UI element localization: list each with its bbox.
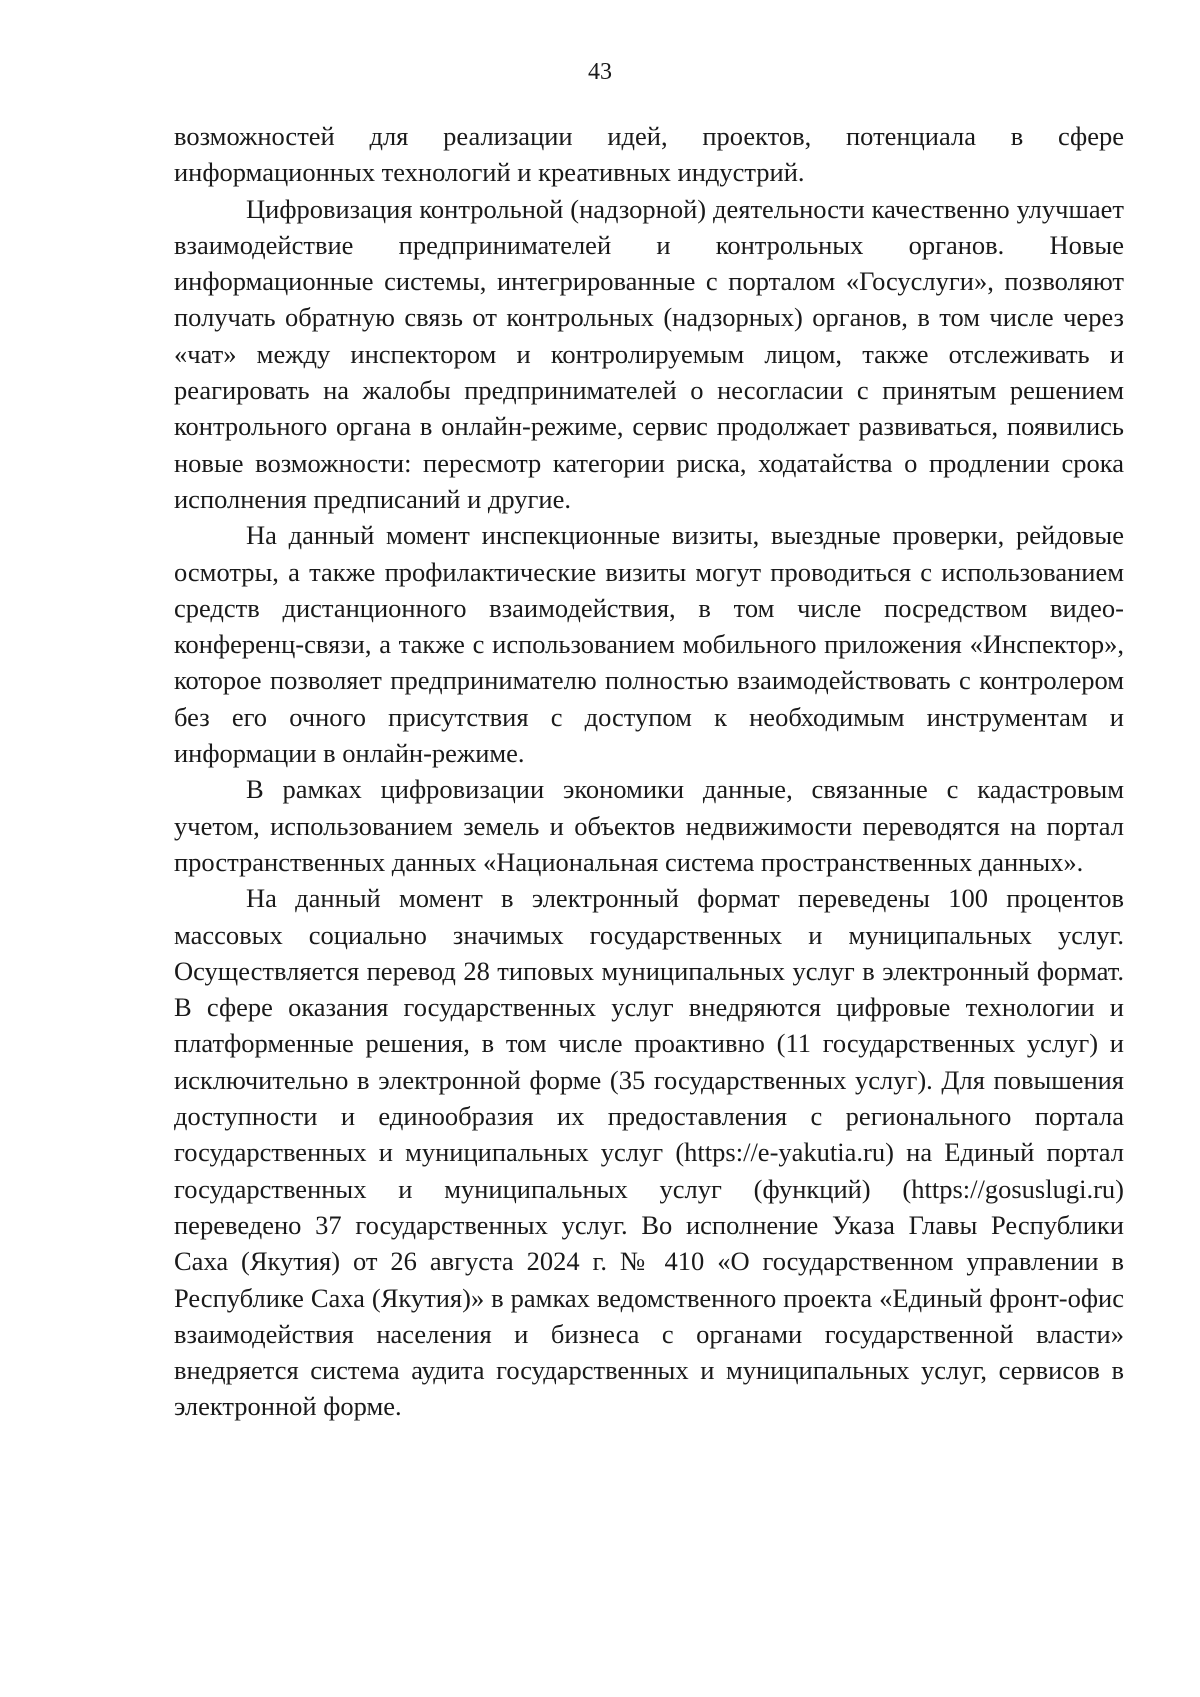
document-body bbox=[174, 118, 1124, 1425]
paragraph-public-services: На данный момент в электронный формат переведены 100 процентов массовых социально значимых государственных и муниципальных услуг. Осуществляется перевод 28 типовых муниципальных услуг в электронный формат. В сфере оказания государственных услуг внедряются цифровые технологии и платформенные решения, в том числе проактивно (11 государственных услуг) и исключительно в электронной форме (35 государственных услуг). Для повышения доступности и единообразия их предоставления с регионального портала государственных и муниципальных услуг (https://e-yakutia.ru) на Единый портал государственных и муниципальных услуг (функций) (https://gosuslugi.ru) переведено 37 государственных услуг. Во исполнение Указа Главы Республики Саха (Якутия) от 26 августа 2024 г. № 410 «О государственном управлении в Республике Саха (Якутия)» в рамках ведомственного проекта «Единый фронт-офис взаимодействия населения и бизнеса с органами государственной власти» внедряется система аудита государственных и муниципальных услуг, сервисов в электронной форме. bbox=[174, 883, 1124, 1422]
paragraph-remote-inspections: На данный момент инспекционные визиты, выездные проверки, рейдовые осмотры, а также профилактические визиты могут проводиться с использованием средств дистанционного взаимодействия, в том числе посредством видео-конференц-связи, а также с использованием мобильного приложения «Инспектор», которое позволяет предпринимателю полностью взаимодействовать с контролером без его очного присутствия с доступом к необходимым инструментам и информации в онлайн-режиме. bbox=[174, 520, 1124, 769]
paragraph-spatial-data: В рамках цифровизации экономики данные, связанные с кадастровым учетом, использованием земель и объектов недвижимости переводятся на портал пространственных данных «Национальная система пространственных данных». bbox=[174, 774, 1124, 877]
page-number: 43 bbox=[588, 59, 612, 85]
paragraph-control-digitalization: Цифровизация контрольной (надзорной) деятельности качественно улучшает взаимодействие предпринимателей и контрольных органов. Новые информационные системы, интегрированные с порталом «Госуслуги», позволяют получать обратную связь от контрольных (надзорных) органов, в том числе через «чат» между инспектором и контролируемым лицом, также отслеживать и реагировать на жалобы предпринимателей о несогласии с принятым решением контрольного органа в онлайн-режиме, сервис продолжает развиваться, появились новые возможности: пересмотр категории риска, ходатайства о продлении срока исполнения предписаний и другие. bbox=[174, 193, 1124, 514]
paragraph-continued: возможностей для реализации идей, проектов, потенциала в сфере информационных технологий и креативных индустрий. bbox=[174, 121, 1124, 188]
